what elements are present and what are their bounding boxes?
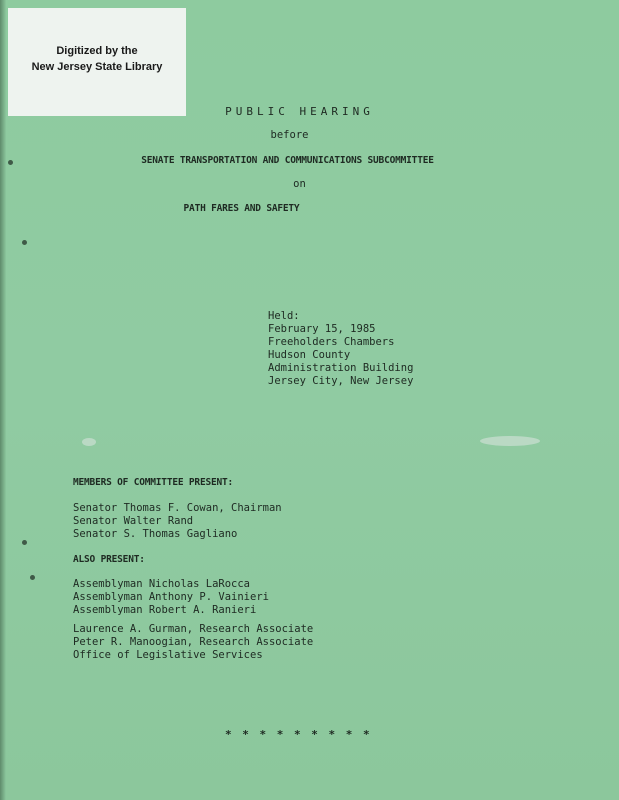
staff-name: Peter R. Manoogian, Research Associate — [73, 636, 314, 648]
on-label: on — [293, 178, 306, 190]
staff-office: Office of Legislative Services — [73, 649, 263, 661]
held-city: Jersey City, New Jersey — [268, 375, 414, 387]
stamp-line-1: Digitized by the — [56, 45, 138, 57]
digitization-stamp — [8, 8, 186, 116]
assemblyman-name: Assemblyman Nicholas LaRocca — [73, 578, 251, 590]
punch-mark — [22, 540, 27, 545]
members-heading: MEMBERS OF COMMITTEE PRESENT: — [73, 477, 234, 488]
also-present-heading: ALSO PRESENT: — [73, 554, 145, 565]
member-name: Senator S. Thomas Gagliano — [73, 528, 238, 540]
binding-edge — [0, 0, 6, 800]
member-name: Senator Walter Rand — [73, 515, 194, 527]
punch-mark — [22, 240, 27, 245]
committee-name: SENATE TRANSPORTATION AND COMMUNICATIONS SUBCOMMITTEE — [141, 155, 434, 166]
held-date: February 15, 1985 — [268, 323, 376, 335]
held-building: Administration Building — [268, 362, 414, 374]
punch-mark — [30, 575, 35, 580]
paper-smudge — [82, 438, 96, 446]
held-place: Freeholders Chambers — [268, 336, 395, 348]
hearing-subject: PATH FARES AND SAFETY — [183, 203, 300, 214]
paper-smudge — [480, 436, 540, 446]
hearing-title: PUBLIC HEARING — [225, 105, 374, 118]
before-label: before — [270, 129, 309, 141]
held-county: Hudson County — [268, 349, 351, 361]
held-label: Held: — [268, 310, 300, 322]
assemblyman-name: Assemblyman Anthony P. Vainieri — [73, 591, 269, 603]
staff-name: Laurence A. Gurman, Research Associate — [73, 623, 314, 635]
assemblyman-name: Assemblyman Robert A. Ranieri — [73, 604, 257, 616]
footer-stars: * * * * * * * * * — [225, 728, 372, 741]
stamp-line-2: New Jersey State Library — [31, 61, 163, 73]
member-name: Senator Thomas F. Cowan, Chairman — [73, 502, 282, 514]
